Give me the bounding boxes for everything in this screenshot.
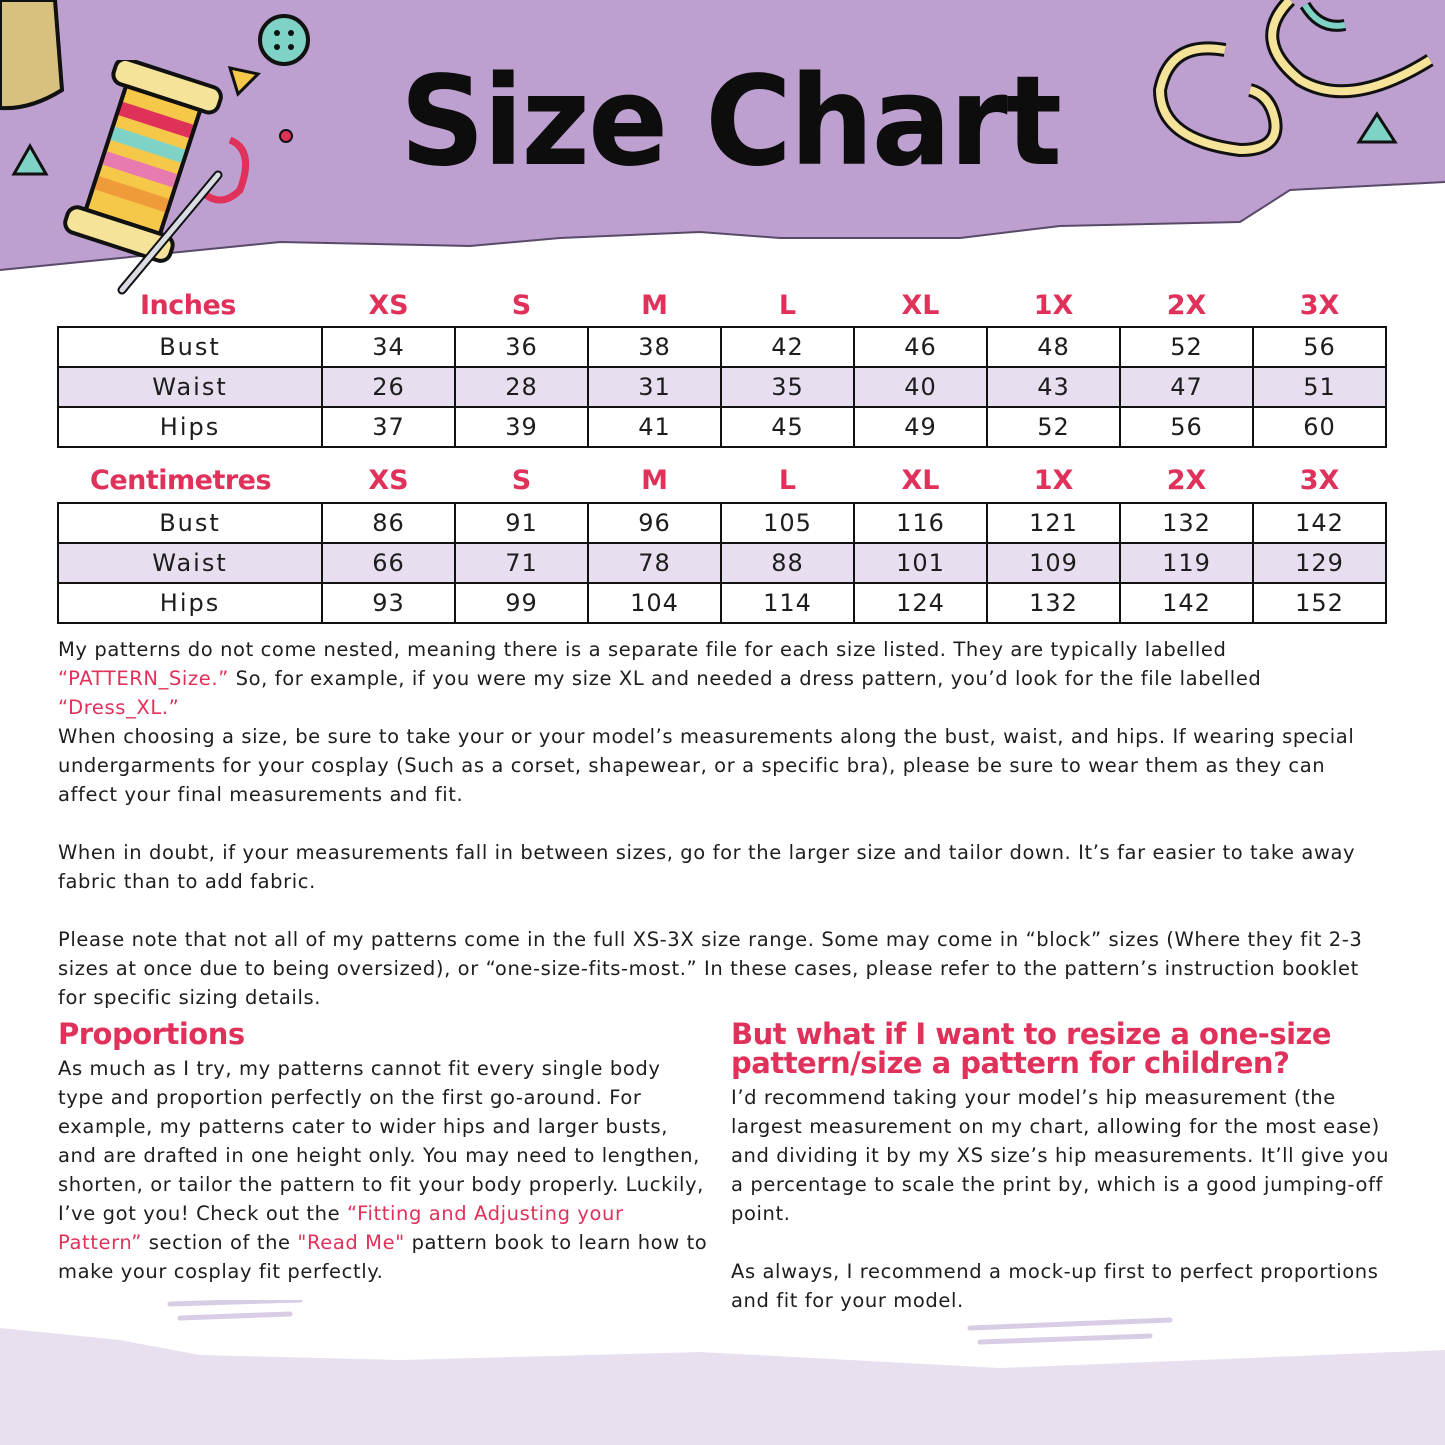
measurement-label: Bust	[58, 327, 322, 367]
table-cell: 51	[1253, 367, 1386, 407]
table-cell: 28	[455, 367, 588, 407]
table-cell: 132	[987, 583, 1120, 623]
table-cell: 152	[1253, 583, 1386, 623]
intro-text	[58, 635, 1388, 1012]
table-cell: 56	[1253, 327, 1386, 367]
dress-xl-example: “Dress_XL.”	[58, 696, 180, 719]
resize-text	[731, 1083, 1396, 1315]
proportions-heading: Proportions	[58, 1017, 245, 1051]
resize-heading: But what if I want to resize a one-size pattern/size a pattern for children?	[731, 1017, 1332, 1080]
proportions-text: As much as I try, my patterns cannot fit every single body type and proportion perfectly on the first go-around. For example, my patterns cater to wider hips and larger busts, and are drafted in one height only. You may need to lengthen, shorten, or tailor the pattern to fit your body properly. Luckily, I’ve got you! Check out the “Fitting and Adjusting your Pattern” section of the "Read Me" pattern book to learn how to make your cosplay fit perfectly.	[58, 1057, 708, 1283]
size-header-xl: XL	[901, 290, 940, 321]
size-header-m: M	[641, 290, 668, 321]
measurement-label: Bust	[58, 503, 322, 543]
squiggle-thread-icon	[1130, 0, 1445, 180]
table-cell: 93	[322, 583, 455, 623]
measurement-label: Waist	[58, 543, 322, 583]
table-cell: 45	[721, 407, 854, 447]
size-header-3x: 3X	[1299, 290, 1340, 321]
size-header-2x: 2X	[1166, 290, 1207, 321]
table-cell: 52	[1120, 327, 1253, 367]
table-cell: 39	[455, 407, 588, 447]
size-header-xs: XS	[368, 465, 409, 496]
inches-label: Inches	[140, 290, 236, 321]
table-row	[58, 327, 1386, 367]
size-header-l: L	[778, 465, 797, 496]
size-header-s: S	[511, 290, 532, 321]
table-cell: 96	[588, 503, 721, 543]
centimetres-table	[57, 502, 1387, 624]
table-cell: 31	[588, 367, 721, 407]
size-header-m: M	[641, 465, 668, 496]
table-cell: 41	[588, 407, 721, 447]
intro-paragraph-3: When in doubt, if your measurements fall in between sizes, go for the larger size and tailor down. It’s far easier to take away fabric than to add fabric.	[58, 841, 1356, 893]
size-header-1x: 1X	[1033, 290, 1074, 321]
pin-dot-icon	[278, 128, 294, 144]
needle-icon	[110, 130, 260, 300]
measurement-label: Hips	[58, 407, 322, 447]
table-cell: 26	[322, 367, 455, 407]
fitting-guide-link[interactable]: “Fitting and Adjusting your Pattern”	[58, 1202, 624, 1254]
table-cell: 99	[455, 583, 588, 623]
measurement-label: Hips	[58, 583, 322, 623]
table-cell: 35	[721, 367, 854, 407]
read-me-link[interactable]: "Read Me"	[297, 1231, 405, 1254]
table-cell: 66	[322, 543, 455, 583]
table-cell: 129	[1253, 543, 1386, 583]
size-header-xs: XS	[368, 290, 409, 321]
size-header-1x: 1X	[1033, 465, 1074, 496]
size-header-s: S	[511, 465, 532, 496]
table-cell: 124	[854, 583, 987, 623]
table-cell: 48	[987, 327, 1120, 367]
table-row	[58, 407, 1386, 447]
resize-paragraph-1: I’d recommend taking your model’s hip measurement (the largest measurement on my chart, allowing for the most ease) and dividing it by my XS size’s hip measurements. It’ll give you a percentage to scale the print by, which is a good jumping-off point.	[731, 1086, 1390, 1225]
table-cell: 78	[588, 543, 721, 583]
intro-paragraph-4: Please note that not all of my patterns come in the full XS-3X size range. Some may come in “block” sizes (Where they fit 2-3 sizes at once due to being oversized), or “one-size-fits-most.” In these cases, please refer to the pattern’s instruction booklet for specific sizing details.	[58, 928, 1363, 1009]
triangle-icon	[10, 140, 50, 180]
table-row	[58, 583, 1386, 623]
table-cell: 104	[588, 583, 721, 623]
measurement-label: Waist	[58, 367, 322, 407]
table-cell: 46	[854, 327, 987, 367]
resize-paragraph-2: As always, I recommend a mock-up first to perfect proportions and fit for your model.	[731, 1260, 1379, 1312]
table-cell: 109	[987, 543, 1120, 583]
size-header-3x: 3X	[1299, 465, 1340, 496]
page-title: Size Chart	[399, 48, 1061, 194]
intro-paragraph-2: When choosing a size, be sure to take your or your model’s measurements along the bust, waist, and hips. If wearing special undergarments for your cosplay (Such as a corset, shapewear, or a specific bra), please be sure to wear them as they can affect your final measurements and fit.	[58, 725, 1355, 806]
table-cell: 34	[322, 327, 455, 367]
table-cell: 42	[721, 327, 854, 367]
size-header-l: L	[778, 290, 797, 321]
table-cell: 49	[854, 407, 987, 447]
table-cell: 105	[721, 503, 854, 543]
centimetres-label: Centimetres	[90, 465, 272, 496]
table-row	[58, 543, 1386, 583]
table-cell: 47	[1120, 367, 1253, 407]
table-cell: 121	[987, 503, 1120, 543]
footer-wave	[0, 1300, 1445, 1445]
table-cell: 37	[322, 407, 455, 447]
table-cell: 56	[1120, 407, 1253, 447]
table-cell: 88	[721, 543, 854, 583]
table-cell: 52	[987, 407, 1120, 447]
size-header-2x: 2X	[1166, 465, 1207, 496]
table-cell: 43	[987, 367, 1120, 407]
inches-table	[57, 326, 1387, 448]
table-cell: 101	[854, 543, 987, 583]
table-cell: 142	[1253, 503, 1386, 543]
table-cell: 114	[721, 583, 854, 623]
table-cell: 86	[322, 503, 455, 543]
pattern-size-example: “PATTERN_Size.”	[58, 667, 229, 690]
table-cell: 142	[1120, 583, 1253, 623]
triangle-icon	[224, 60, 264, 100]
table-cell: 40	[854, 367, 987, 407]
table-cell: 71	[455, 543, 588, 583]
size-header-xl: XL	[901, 465, 940, 496]
table-cell: 60	[1253, 407, 1386, 447]
table-cell: 119	[1120, 543, 1253, 583]
table-cell: 116	[854, 503, 987, 543]
table-row	[58, 367, 1386, 407]
intro-paragraph-1: My patterns do not come nested, meaning there is a separate file for each size listed. They are typically labelled “PATTERN_Size.” So, for example, if you were my size XL and needed a dress pattern, you’d look for the file labelled “Dress_XL.”	[58, 638, 1262, 719]
table-cell: 91	[455, 503, 588, 543]
table-cell: 38	[588, 327, 721, 367]
table-cell: 36	[455, 327, 588, 367]
table-cell: 132	[1120, 503, 1253, 543]
table-row	[58, 503, 1386, 543]
